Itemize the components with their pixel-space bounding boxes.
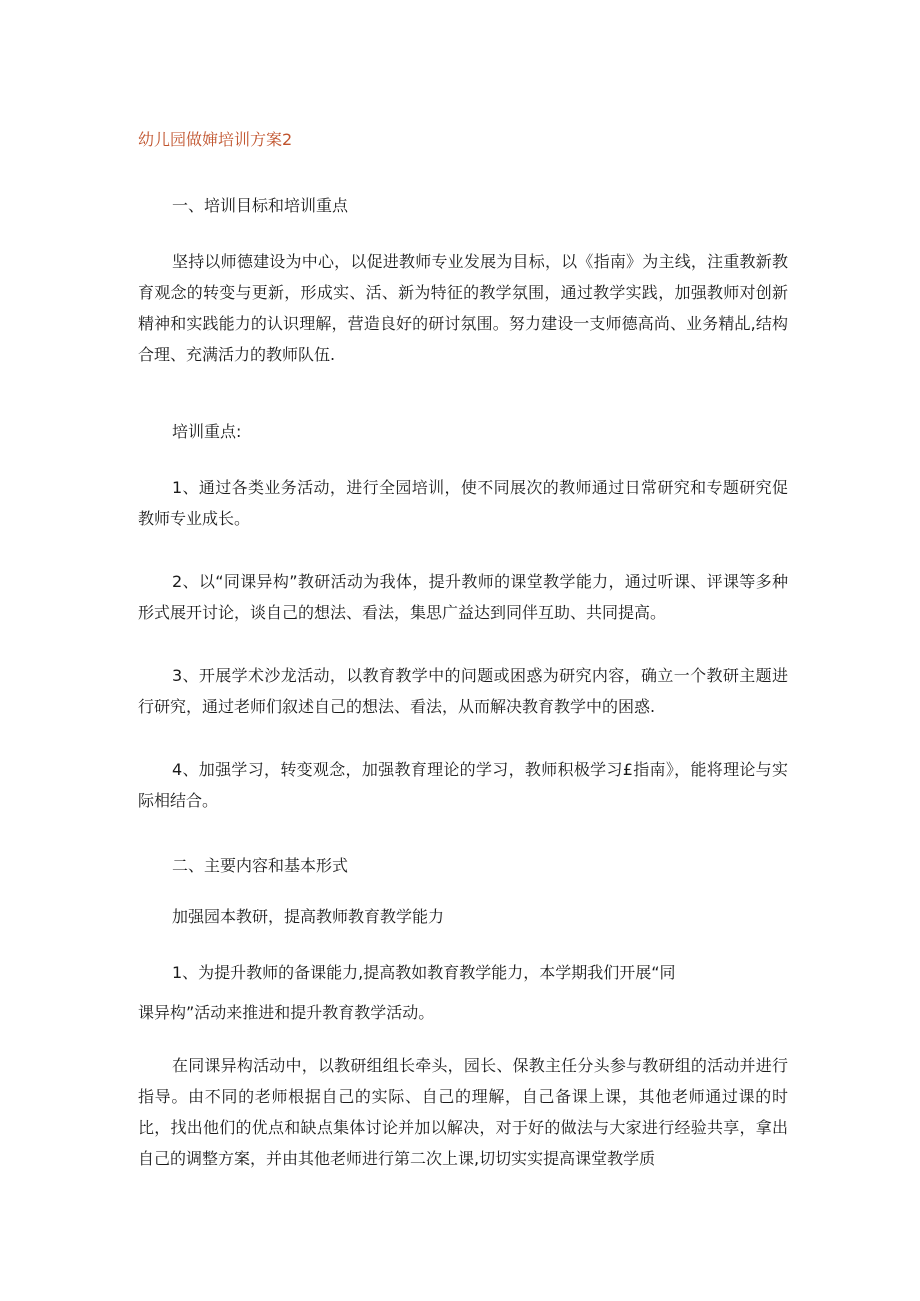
subheading: 加强园本教研，提高教师教育教学能力 <box>172 907 445 926</box>
paragraph-goal: 坚持以师德建设为中心，以促进教师专业发展为目标，以《指南》为主线，注重教新教育观念的转变与更新，形成实、活、新为特征的教学氛围，通过教学实践，加强教师对创新精神和实践能力的认识理解，营造良好的研讨氛围。努力建设一支师德高尚、业务精乩,结构合理、充满活力的教师队伍. <box>138 252 788 364</box>
document-title: 幼儿园做婶培训方案2 <box>138 130 293 149</box>
focus-item-3: 3、开展学术沙龙活动，以教育教学中的问题或困惑为研究内容，确立一个教研主题进行研究，通过老师们叙述自己的想法、看法，从而解决教育教学中的困惑. <box>138 666 788 716</box>
item-1-line-1: 1、为提升教师的备课能力,提高教如教育教学能力，本学期我们开展“同 <box>172 963 676 982</box>
section1-heading: 一、培训目标和培训重点 <box>172 196 349 215</box>
section2-heading: 二、主要内容和基本形式 <box>172 856 349 875</box>
focus-item-4: 4、加强学习，转变观念，加强教育理论的学习，教师积极学习£指南》，能将理论与实际相结合。 <box>138 760 788 810</box>
item-1-line-2: 课异构”活动来推进和提升教育教学活动。 <box>138 1003 435 1022</box>
focus-item-2: 2、以“同课异构”教研活动为我体，提升教师的课堂教学能力，通过听课、评课等多种形式展开讨论，谈自己的想法、看法，集思广益达到同伴互助、共同提高。 <box>138 572 788 622</box>
paragraph-activity: 在同课异构活动中，以教研组组长牵头，园长、保教主任分头参与教研组的活动并进行指导。由不同的老师根据自己的实际、自己的理解，自己备课上课，其他老师通过课的时比，找出他们的优点和缺点集体讨论并加以解决，对于好的做法与大家进行经验共享，拿出自己的调整方案，并由其他老师进行第二次上课,切切实实提高课堂教学质 <box>138 1056 788 1168</box>
focus-label: 培训重点: <box>172 422 242 441</box>
focus-item-1: 1、通过各类业务活动，进行全园培训，使不同展次的教师通过日常研究和专题研究促教师专业成长。 <box>138 478 788 528</box>
